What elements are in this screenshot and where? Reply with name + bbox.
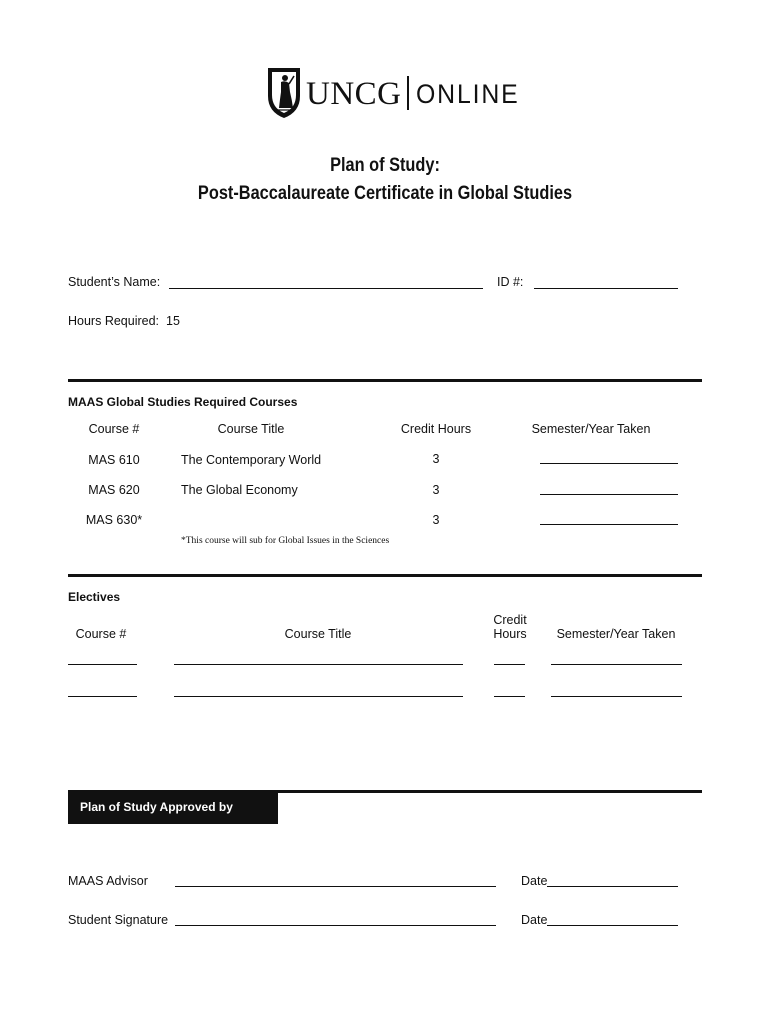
elective-credit-field[interactable]: [494, 696, 525, 697]
elective-course-field[interactable]: [68, 696, 137, 697]
row-credit: 3: [432, 513, 440, 527]
hours-required-value: 15: [166, 314, 180, 328]
page-title-line2: Post-Baccalaureate Certificate in Global Studies: [197, 183, 573, 204]
electives-heading: Electives: [68, 590, 121, 604]
row-course-number: MAS 630*: [85, 513, 143, 527]
hours-required-label: Hours Required:: [68, 314, 160, 328]
elective-semester-field[interactable]: [551, 696, 682, 697]
elective-course-field[interactable]: [68, 664, 137, 665]
elective-credit-field[interactable]: [494, 664, 525, 665]
student-date-field[interactable]: [547, 925, 678, 926]
student-id-label: ID #:: [497, 275, 524, 289]
row-course-number: MAS 610: [88, 453, 140, 467]
logo-uncg-text: UNCG: [306, 76, 402, 112]
row-semester-field[interactable]: [540, 524, 678, 525]
shield-figure-icon: [266, 66, 302, 120]
col-semester-year: Semester/Year Taken: [531, 422, 651, 436]
advisor-label: MAAS Advisor: [68, 874, 148, 888]
elective-title-field[interactable]: [174, 696, 463, 697]
advisor-signature-field[interactable]: [175, 886, 496, 887]
row-credit: 3: [432, 483, 440, 497]
elective-col-credit-line1: Credit: [493, 613, 527, 627]
elective-semester-field[interactable]: [551, 664, 682, 665]
row-credit: 3: [432, 452, 440, 466]
col-course-number: Course #: [88, 422, 140, 436]
student-name-label: Student’s Name:: [68, 275, 161, 289]
elective-title-field[interactable]: [174, 664, 463, 665]
required-courses-heading: MAAS Global Studies Required Courses: [68, 395, 298, 409]
col-credit-hours: Credit Hours: [400, 422, 472, 436]
elective-col-course-title: Course Title: [284, 627, 352, 641]
student-name-field[interactable]: [169, 288, 483, 289]
elective-col-semester-year: Semester/Year Taken: [556, 627, 676, 641]
student-id-field[interactable]: [534, 288, 678, 289]
section-divider: [68, 379, 702, 382]
uncg-online-logo: [266, 66, 520, 120]
row-course-title: The Contemporary World: [181, 453, 322, 467]
student-signature-label: Student Signature: [68, 913, 169, 927]
page-title-line1: Plan of Study:: [330, 155, 440, 176]
approval-heading: Plan of Study Approved by: [80, 800, 233, 814]
elective-col-credit-line2: Hours: [493, 627, 527, 641]
row-semester-field[interactable]: [540, 494, 678, 495]
row-semester-field[interactable]: [540, 463, 678, 464]
student-signature-field[interactable]: [175, 925, 496, 926]
advisor-date-label: Date: [521, 874, 548, 888]
logo-online-text: ONLINE: [416, 79, 520, 109]
student-date-label: Date: [521, 913, 548, 927]
logo-divider: [407, 76, 409, 110]
advisor-date-field[interactable]: [547, 886, 678, 887]
course-note: *This course will sub for Global Issues in the Sciences: [181, 536, 390, 546]
elective-col-course-number: Course #: [75, 627, 127, 641]
row-course-number: MAS 620: [88, 483, 140, 497]
section-divider: [68, 574, 702, 577]
row-course-title: The Global Economy: [181, 483, 298, 497]
col-course-title: Course Title: [217, 422, 285, 436]
